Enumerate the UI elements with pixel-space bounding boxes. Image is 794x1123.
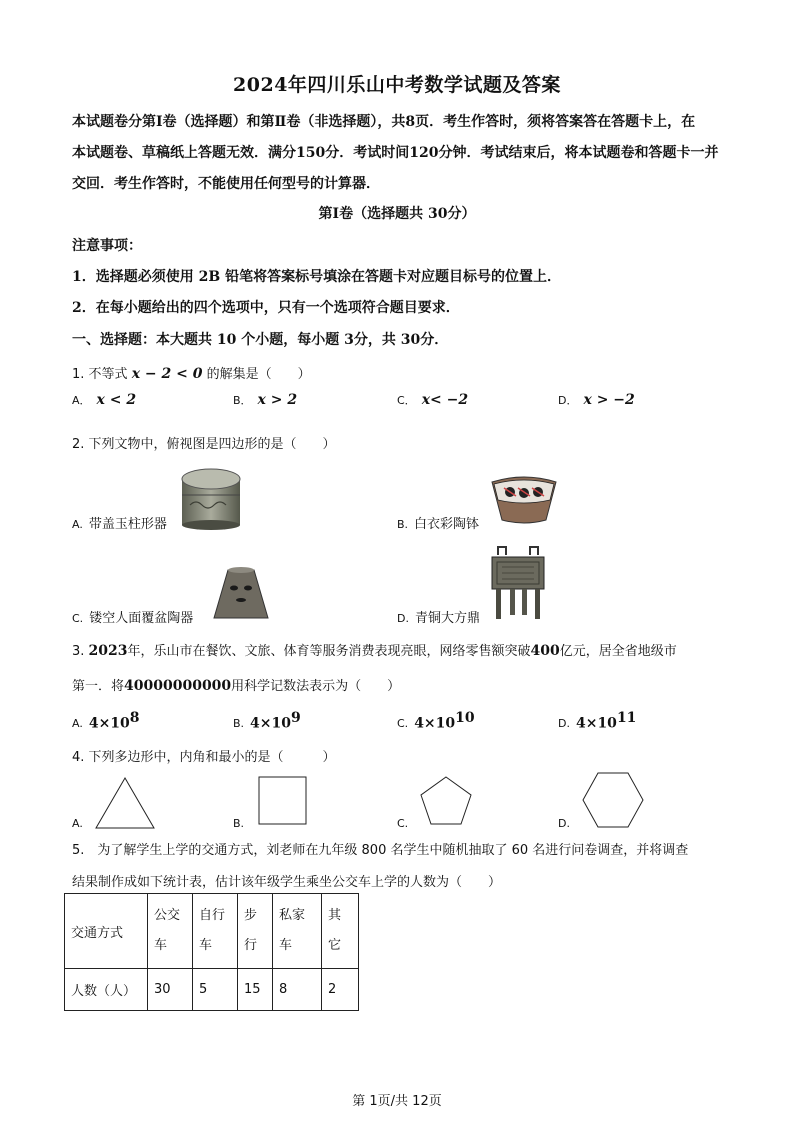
q2-option-d[interactable]: D. 青铜大方鼎: [397, 611, 480, 626]
q3-option-d[interactable]: D. $4\times 10^{11}$: [558, 710, 637, 732]
q1-option-a[interactable]: A． x < 2: [72, 392, 137, 408]
intro-line-2: 本试题卷、草稿纸上答题无效．满分150分．考试时间120分钟．考试结束后，将本试题卷和答题卡一并: [72, 145, 719, 161]
table-header-cell: 公交车: [148, 894, 193, 969]
q3-option-b[interactable]: B. $4\times 10^9$: [233, 710, 301, 732]
section-heading: 第Ⅰ卷（选择题共 30分）: [318, 206, 476, 222]
q1-expression: x − 2 < 0: [131, 366, 203, 382]
question-1: 1. 不等式 x − 2 < 0 的解集是（ ）: [72, 366, 311, 382]
q2-option-c[interactable]: C. 镂空人面覆盆陶器: [72, 611, 194, 626]
q1-option-b[interactable]: B． x > 2: [233, 392, 298, 408]
question-5-line-2: 结果制作成如下统计表，估计该年级学生乘坐公交车上学的人数为（ ）: [72, 875, 502, 890]
q2-option-a[interactable]: A. 带盖玉柱形器: [72, 517, 167, 532]
square-shape: [258, 776, 308, 826]
painted-pottery-bowl-image: [488, 472, 560, 524]
q3-year: 2023: [88, 643, 128, 659]
triangle-shape: [94, 776, 156, 830]
table-row: [65, 969, 359, 1011]
table-cell: 8: [273, 969, 322, 1011]
openwork-face-pottery-image: [212, 566, 270, 622]
q4-option-b[interactable]: B.: [233, 817, 245, 830]
bronze-ding-image: [488, 545, 548, 621]
question-4: 4. 下列多边形中，内角和最小的是（ ）: [72, 750, 336, 765]
q3-big-number: 40000000000: [124, 678, 232, 694]
q3-option-a[interactable]: A. $4\times 10^8$: [72, 710, 140, 732]
hexagon-shape: [582, 772, 644, 828]
question-3-line-1: 3. 2023年，乐山市在餐饮、文旅、体育等服务消费表现亮眼，网络零售额突破400亿元，居全省地级市: [72, 643, 677, 659]
question-3-line-2: 第一．将40000000000用科学记数法表示为（ ）: [72, 678, 401, 694]
table-cell: 5: [193, 969, 238, 1011]
jade-cylinder-image: [178, 465, 244, 531]
table-header-cell: 自行车: [193, 894, 238, 969]
page-title: 2024年四川乐山中考数学试题及答案: [233, 74, 561, 96]
table-header-cell: 交通方式: [65, 894, 148, 969]
intro-line-3: 交回．考生作答时，不能使用任何型号的计算器．: [72, 176, 380, 192]
note-1: 1．选择题必须使用 2B 铅笔将答案标号填涂在答题卡对应题目标号的位置上．: [72, 269, 562, 285]
part-heading: 一、选择题：本大题共 10 个小题，每小题 3分，共 30分．: [72, 332, 449, 348]
pentagon-shape: [420, 776, 472, 826]
q2-option-b[interactable]: B. 白衣彩陶钵: [397, 517, 480, 532]
q4-option-c[interactable]: C.: [397, 817, 409, 830]
notes-heading: 注意事项：: [72, 238, 142, 254]
table-cell: 人数（人）: [65, 969, 148, 1011]
intro-paragraph: [72, 107, 727, 200]
question-5-line-1: 5. 为了解学生上学的交通方式，刘老师在九年级 800 名学生中随机抽取了 60 名进行问卷调查，并将调查: [72, 843, 689, 858]
note-2: 2．在每小题给出的四个选项中，只有一个选项符合题目要求．: [72, 300, 460, 316]
table-header-cell: 其它: [322, 894, 359, 969]
q3-amount: 400: [530, 643, 560, 659]
question-2: 2. 下列文物中，俯视图是四边形的是（ ）: [72, 437, 336, 452]
q4-option-a[interactable]: A.: [72, 817, 83, 830]
table-row: [65, 894, 359, 969]
q1-option-c[interactable]: C． x< −2: [397, 392, 469, 408]
q4-option-d[interactable]: D.: [558, 817, 570, 830]
page-footer: 第 1页/共 12页: [352, 1094, 442, 1109]
table-cell: 2: [322, 969, 359, 1011]
intro-line-1: 本试题卷分第Ⅰ卷（选择题）和第Ⅱ卷（非选择题），共8页．考生作答时，须将答案答在答题卡上，在: [72, 114, 696, 130]
transport-survey-table: [64, 893, 359, 1011]
q1-option-d[interactable]: D． x > −2: [558, 392, 635, 408]
table-cell: 30: [148, 969, 193, 1011]
table-header-cell: 私家车: [273, 894, 322, 969]
table-header-cell: 步行: [238, 894, 273, 969]
table-cell: 15: [238, 969, 273, 1011]
q3-option-c[interactable]: C. $4\times 10^{10}$: [397, 710, 475, 732]
